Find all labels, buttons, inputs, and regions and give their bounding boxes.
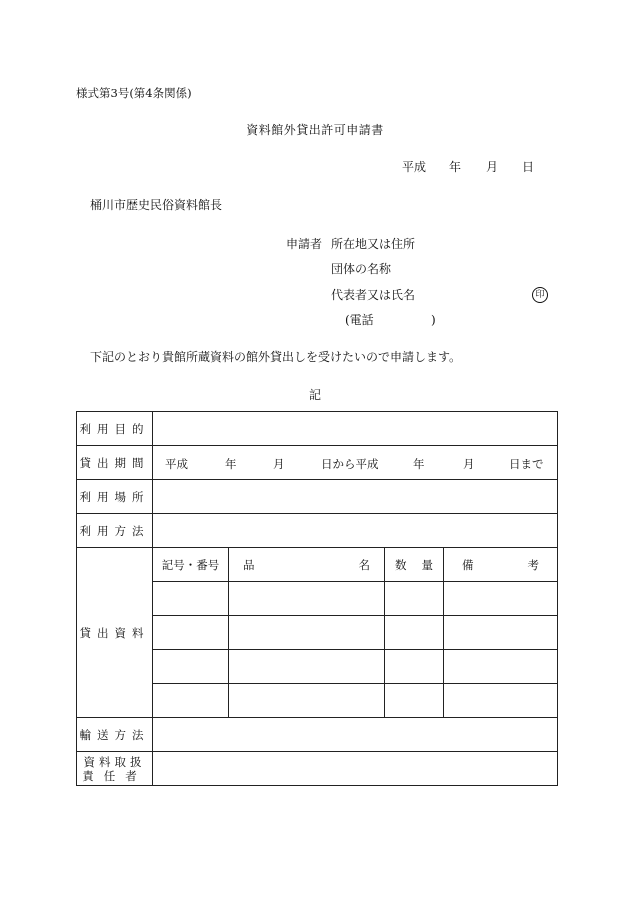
addressee: 桶川市歴史民俗資料館長 (90, 198, 223, 212)
material-name-cell[interactable] (229, 582, 385, 616)
material-notes-cell[interactable] (444, 684, 558, 718)
material-notes-cell[interactable] (444, 650, 558, 684)
period-month-1: 月 (273, 457, 285, 471)
row-purpose (77, 412, 558, 446)
date-year: 年 (449, 160, 462, 174)
col-notes-right: 考 (527, 557, 539, 572)
applicant-label: 申請者 (286, 237, 323, 251)
material-code-cell[interactable] (153, 582, 229, 616)
purpose-field[interactable] (153, 412, 558, 446)
representative-label: 代表者又は氏名 (331, 288, 416, 302)
col-name-left: 品 (243, 557, 255, 572)
row-responsible (77, 752, 558, 786)
responsible-label-line-2: 責任者 (82, 768, 147, 783)
period-until: 日まで (509, 457, 544, 471)
col-qty-left: 数 (395, 557, 407, 572)
org-name-label: 団体の名称 (331, 262, 392, 276)
material-name-cell[interactable] (229, 650, 385, 684)
seal-mark: 印 (532, 287, 548, 303)
period-month-2: 月 (463, 457, 475, 471)
method-label: 利用方法 (77, 514, 153, 548)
telephone-close: ) (431, 313, 436, 327)
material-qty-cell[interactable] (385, 582, 444, 616)
form-code: 様式第3号(第4条関係) (76, 86, 192, 100)
col-name-right: 名 (358, 557, 370, 572)
period-from: 日から平成 (321, 457, 379, 471)
address-label: 所在地又は住所 (331, 237, 416, 251)
transport-field[interactable] (153, 718, 558, 752)
ki-heading: 記 (308, 388, 321, 402)
date-month: 月 (486, 160, 499, 174)
date-era: 平成 (402, 160, 427, 174)
col-code: 記号・番号 (153, 548, 229, 582)
row-materials-header (77, 548, 558, 582)
material-notes-cell[interactable] (444, 582, 558, 616)
responsible-label (77, 752, 153, 786)
material-qty-cell[interactable] (385, 616, 444, 650)
materials-label: 貸出資料 (77, 548, 153, 718)
period-label: 貸出期間 (77, 446, 153, 480)
material-code-cell[interactable] (153, 684, 229, 718)
place-label: 利用場所 (77, 480, 153, 514)
application-table (76, 411, 558, 786)
material-code-cell[interactable] (153, 616, 229, 650)
col-qty-right: 量 (421, 557, 433, 572)
material-qty-cell[interactable] (385, 684, 444, 718)
place-field[interactable] (153, 480, 558, 514)
period-year-2: 年 (413, 457, 425, 471)
row-method (77, 514, 558, 548)
row-period (77, 446, 558, 480)
responsible-label-line-1: 資料取扱 (83, 754, 146, 769)
purpose-label: 利用目的 (77, 412, 153, 446)
material-notes-cell[interactable] (444, 616, 558, 650)
period-era: 平成 (165, 457, 188, 471)
period-field[interactable] (153, 446, 558, 480)
material-name-cell[interactable] (229, 684, 385, 718)
col-name (229, 548, 385, 582)
col-quantity (385, 548, 444, 582)
col-notes (444, 548, 558, 582)
material-code-cell[interactable] (153, 650, 229, 684)
date-day: 日 (522, 160, 535, 174)
responsible-field[interactable] (153, 752, 558, 786)
document-title: 資料館外貸出許可申請書 (246, 123, 384, 137)
telephone-label: (電話 (345, 313, 374, 327)
method-field[interactable] (153, 514, 558, 548)
material-name-cell[interactable] (229, 616, 385, 650)
transport-label: 輸送方法 (77, 718, 153, 752)
intro-text: 下記のとおり貴館所蔵資料の館外貸出しを受けたいので申請します。 (90, 350, 462, 364)
col-notes-left: 備 (462, 557, 474, 572)
row-place (77, 480, 558, 514)
row-transport (77, 718, 558, 752)
period-year-1: 年 (225, 457, 237, 471)
material-qty-cell[interactable] (385, 650, 444, 684)
